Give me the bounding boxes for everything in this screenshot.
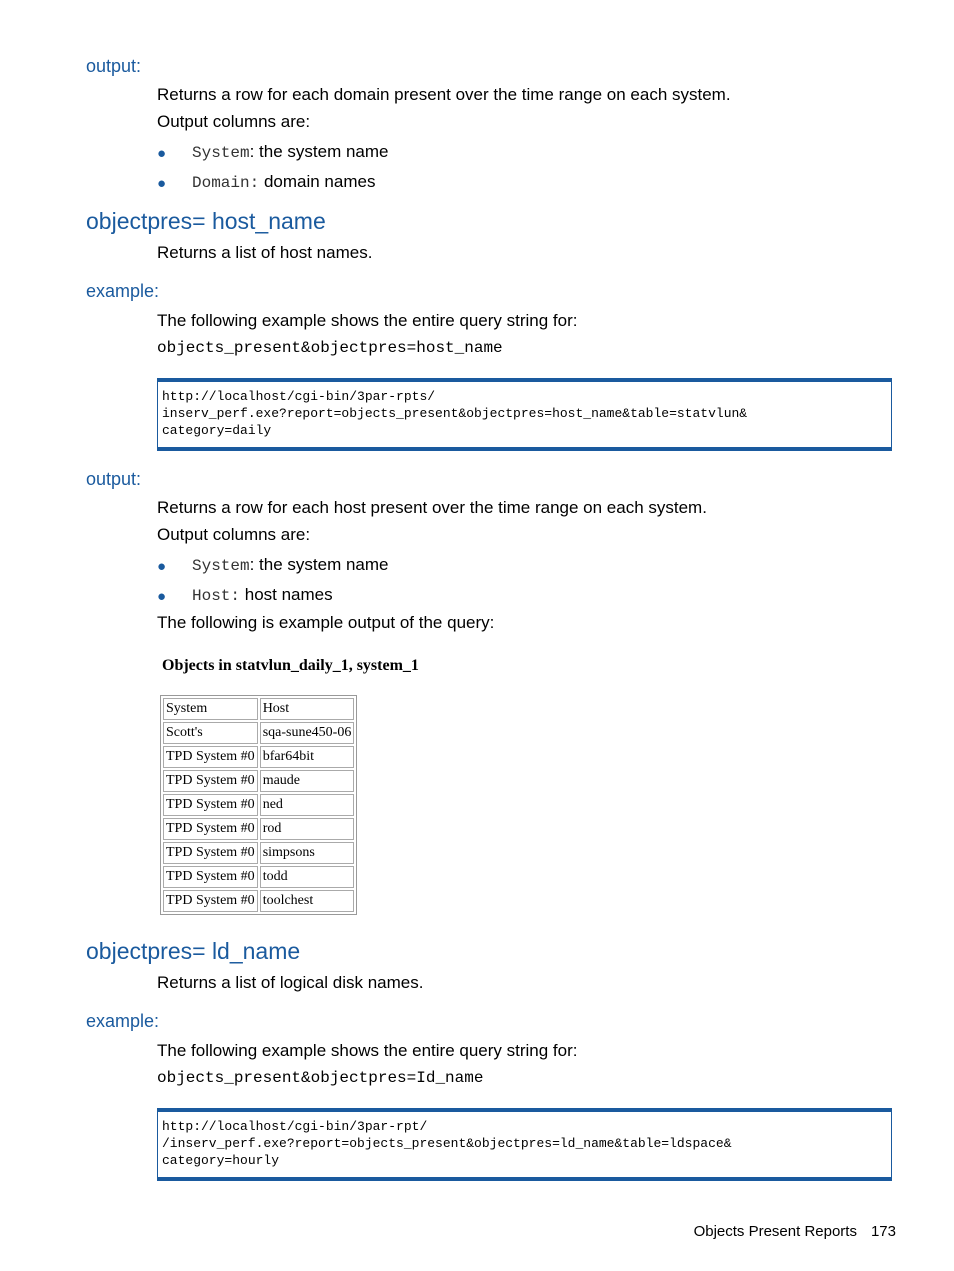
code-line: category=hourly xyxy=(162,1153,280,1168)
cell-system: TPD System #0 xyxy=(163,866,258,888)
bullet-icon: ● xyxy=(157,588,167,605)
page-footer xyxy=(680,1223,896,1240)
output-heading: output: xyxy=(86,56,142,76)
cell-system: System xyxy=(163,698,258,720)
query-string: objects_present&objectpres=Id_name xyxy=(157,1069,484,1087)
bullet-icon: ● xyxy=(157,175,167,192)
column-name: System xyxy=(192,144,250,162)
code-block xyxy=(157,1108,892,1181)
bullet-icon: ● xyxy=(157,145,167,162)
cell-system: TPD System #0 xyxy=(163,842,258,864)
list-item xyxy=(192,585,333,605)
example-heading: example: xyxy=(86,1011,160,1031)
table-row xyxy=(163,818,354,840)
cell-host: rod xyxy=(260,818,355,840)
cell-host: toolchest xyxy=(260,890,355,912)
objects-table xyxy=(160,695,357,915)
cell-system: TPD System #0 xyxy=(163,794,258,816)
table-row xyxy=(163,866,354,888)
output-heading: output: xyxy=(86,469,142,489)
table-row xyxy=(163,794,354,816)
list-item xyxy=(192,172,375,192)
cell-host: maude xyxy=(260,770,355,792)
output-description: Returns a row for each domain present over the time range on each system. xyxy=(157,85,731,104)
table-header-row xyxy=(163,698,354,720)
code-line: http://localhost/cgi-bin/3par-rpt/ xyxy=(162,1119,428,1134)
column-description: domain names xyxy=(259,172,376,191)
example-heading: example: xyxy=(86,281,160,301)
footer-section-title: Objects Present Reports xyxy=(693,1223,857,1240)
table-row xyxy=(163,746,354,768)
list-item xyxy=(192,555,389,575)
table-row xyxy=(163,770,354,792)
column-name: Host: xyxy=(192,587,241,605)
cell-system: Scott's xyxy=(163,722,258,744)
code-line: /inserv_perf.exe?report=objects_present&objectpres=ld_name&table=ldspace& xyxy=(162,1136,732,1151)
table-title: Objects in statvlun_daily_1, system_1 xyxy=(162,657,419,674)
code-block xyxy=(157,378,892,451)
cell-host: ned xyxy=(260,794,355,816)
cell-host: simpsons xyxy=(260,842,355,864)
column-name: Domain: xyxy=(192,174,260,192)
example-intro: The following example shows the entire query string for: xyxy=(157,311,578,330)
cell-system: TPD System #0 xyxy=(163,770,258,792)
cell-system: TPD System #0 xyxy=(163,890,258,912)
cell-host: todd xyxy=(260,866,355,888)
column-description: : the system name xyxy=(249,555,389,574)
code-line: inserv_perf.exe?report=objects_present&objectpres=host_name&table=statvlun& xyxy=(162,406,748,421)
output-description: Returns a row for each host present over the time range on each system. xyxy=(157,498,707,517)
table-row xyxy=(163,842,354,864)
table-row xyxy=(163,890,354,912)
table-row xyxy=(163,722,354,744)
output-columns-label: Output columns are: xyxy=(157,112,311,131)
example-intro: The following example shows the entire query string for: xyxy=(157,1041,578,1060)
cell-host: Host xyxy=(260,698,355,720)
column-description: : the system name xyxy=(249,142,389,161)
section-description: Returns a list of host names. xyxy=(157,243,373,262)
cell-system: TPD System #0 xyxy=(163,746,258,768)
section-heading-host-name: objectpres= host_name xyxy=(86,208,326,234)
section-description: Returns a list of logical disk names. xyxy=(157,973,424,992)
code-line: category=daily xyxy=(162,423,272,438)
column-name: System xyxy=(192,557,250,575)
column-description: host names xyxy=(240,585,333,604)
example-output-intro: The following is example output of the query: xyxy=(157,613,495,632)
cell-system: TPD System #0 xyxy=(163,818,258,840)
code-line: http://localhost/cgi-bin/3par-rpts/ xyxy=(162,389,436,404)
cell-host: sqa-sune450-06 xyxy=(260,722,355,744)
cell-host: bfar64bit xyxy=(260,746,355,768)
list-item xyxy=(192,142,389,162)
bullet-icon: ● xyxy=(157,558,167,575)
section-heading-ld-name: objectpres= ld_name xyxy=(86,938,301,964)
query-string: objects_present&objectpres=host_name xyxy=(157,339,503,357)
page-number: 173 xyxy=(870,1223,896,1240)
output-columns-label: Output columns are: xyxy=(157,525,311,544)
